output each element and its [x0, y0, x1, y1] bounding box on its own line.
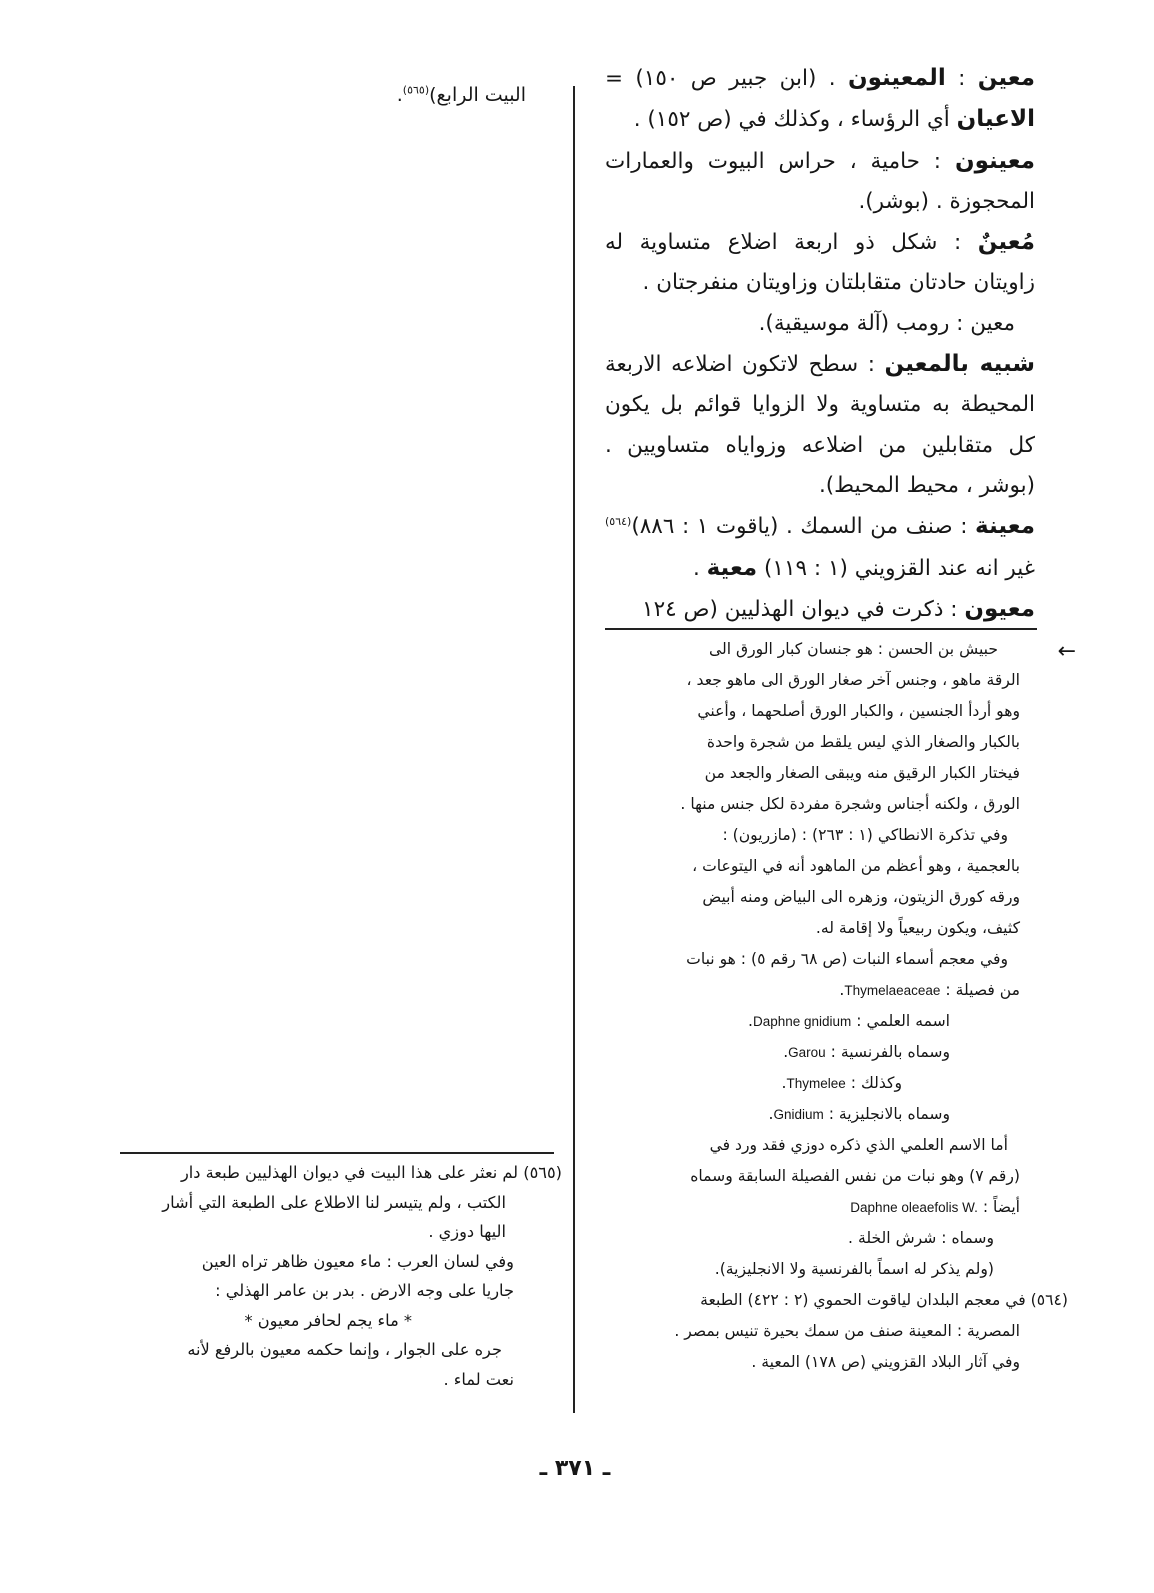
headword: معينة	[975, 513, 1035, 540]
left-column-heading: البيت الرابع)$^{(٥٦٥)}$.	[396, 83, 526, 106]
latin-term: Gnidium	[773, 1107, 824, 1122]
latin-term: Thymelee	[786, 1076, 846, 1091]
footnote-rule-right	[605, 628, 1037, 630]
entry-text: : صنف من السمك . (ياقوت ١ : ٨٨٦)	[631, 514, 976, 540]
footnotes-left	[118, 1158, 562, 1394]
commentary-line: جره على الجوار ، وإنما حكمه معيون بالرفع لأنه	[187, 1340, 502, 1359]
entry-text: . (ابن جبير ص ١٥٠) =	[605, 66, 848, 91]
footnote-rule-left	[120, 1152, 554, 1154]
page-number: ـ ٣٧١ ـ	[539, 1456, 611, 1481]
footnote-564-line: (٥٦٤) في معجم البلدان لياقوت الحموي (٢ : ٤٢٢) الطبعة	[700, 1291, 1068, 1309]
headword: شبيه بالمعين	[884, 351, 1036, 378]
footnote-565-line: اليها دوزي .	[428, 1222, 506, 1241]
entry-muayyana	[605, 506, 1035, 589]
latin-term: Garou	[788, 1045, 826, 1060]
footnote-line: وهو أردأ الجنسين ، والكبار الورق أصلحهما ، وأعني	[697, 702, 1020, 720]
column-divider	[573, 86, 575, 1413]
commentary-line: نعت لماء .	[443, 1369, 514, 1389]
entry-text: : ذكرت في ديوان الهذليين (ص ١٢٤	[642, 596, 965, 622]
headword: معينون	[954, 147, 1035, 174]
entry-muayyan	[605, 58, 1035, 141]
heading-text: البيت الرابع)	[429, 84, 526, 106]
footnote-text: اسمه العلمي :	[851, 1012, 950, 1030]
footnote-line: وفي معجم أسماء النبات (ص ٦٨ رقم ٥) : هو نبات	[686, 950, 1008, 968]
footnote-line	[612, 1192, 1020, 1223]
latin-term: Thymelaeaceae	[844, 983, 941, 998]
entry-rhombus	[605, 222, 1035, 304]
lisan-line: جاريا على وجه الارض . بدر بن عامر الهذلي :	[215, 1281, 514, 1300]
footnote-text: وسماه بالانجليزية :	[823, 1105, 950, 1123]
entry-text: :	[945, 66, 978, 91]
headword: معية	[706, 554, 758, 581]
footnote-line: وفي تذكرة الانطاكي (١ : ٢٦٣) : (مازريون) :	[722, 826, 1008, 844]
footnote-564-line: المصرية : المعينة صنف من سمك بحيرة تنيس بمصر .	[674, 1322, 1020, 1340]
continuation-arrow-icon: ←	[1057, 639, 1076, 664]
footnote-line: وكذلك : Thymelee.	[781, 1074, 902, 1092]
footnote-line: ورقه كورق الزيتون، وزهره الى البياض ومنه أبيض	[702, 888, 1020, 906]
hubaysh-quote	[612, 634, 1068, 1285]
footnote-line: وسماه بالانجليزية : Gnidium.	[768, 1105, 950, 1123]
footnote-text: وكذلك :	[845, 1074, 902, 1092]
footnote-text: وسماه بالفرنسية :	[825, 1043, 950, 1061]
footnote-line: من فصيلة : Thymelaeaceae.	[839, 981, 1020, 999]
entry-romb	[605, 304, 1035, 344]
entry-text: غير انه عند القزويني (١ : ١١٩)	[757, 555, 1035, 581]
footnote-text: من فصيلة :	[940, 981, 1020, 999]
footnote-text: أيضاً :	[977, 1198, 1020, 1216]
headword: مُعينٌ	[977, 229, 1035, 256]
footnote-ref: (٥٦٥)	[402, 83, 430, 97]
footnote-564-line: وفي آثار البلاد القزويني (ص ١٧٨) المعية .	[751, 1353, 1020, 1371]
footnote-line: حبيش بن الحسن : هو جنسان كبار الورق الى	[709, 640, 998, 658]
footnote-line: اسمه العلمي : Daphne gnidium.	[748, 1012, 950, 1030]
entry-text: : شكل ذو اربعة اضلاع متساوية له زاويتان حادتان متقابلتان وزاويتان منفرجتان .	[605, 230, 1035, 296]
footnote-line: الورق ، ولكنه أجناس وشجرة مفردة لكل جنس منها .	[680, 795, 1020, 813]
headword: المعينون	[847, 65, 946, 91]
entry-mayun	[605, 589, 1035, 630]
footnote-line: الرقة ماهو ، وجنس آخر صغار الورق الى ماهو جعد ،	[686, 671, 1020, 689]
headword: معيون	[964, 595, 1035, 622]
footnote-ref: (٥٦٤)	[605, 515, 632, 529]
entry-text: .	[692, 555, 707, 581]
footnote-line: وسماه : شرش الخلة .	[848, 1229, 994, 1247]
footnote-line: وسماه بالفرنسية : Garou.	[783, 1043, 950, 1061]
footnote-565-line: (٥٦٥) لم نعثر على هذا البيت في ديوان الهذليين طبعة دار	[180, 1163, 562, 1182]
entry-text: معين : رومب (آلة موسيقية).	[758, 310, 1015, 336]
entry-text: أي الرؤساء ، وكذلك في (ص ١٥٢) .	[633, 107, 957, 133]
latin-term: Daphne gnidium	[752, 1014, 852, 1029]
footnote-line: (ولم يذكر له اسماً بالفرنسية ولا الانجليزية).	[714, 1260, 994, 1278]
footnote-line: كثيف، ويكون ربيعياً ولا إقامة له.	[815, 919, 1020, 937]
entry-text: : حامية ، حراس البيوت والعمارات المحجوزة . (بوشر).	[605, 148, 1035, 214]
headword: معين	[977, 65, 1035, 91]
footnote-line: (رقم ٧) وهو نبات من نفس الفصيلة السابقة وسماه	[690, 1167, 1020, 1185]
footnote-line: فيختار الكبار الرقيق منه ويبقى الصغار والجعد من	[704, 764, 1020, 782]
footnote-line: بالكبار والصغار الذي ليس يلقط من شجرة واحدة	[706, 733, 1020, 751]
latin-term: Daphne oleaefolis W.	[850, 1200, 978, 1215]
entry-muaynun	[605, 141, 1035, 223]
lisan-line: وفي لسان العرب : ماء معيون ظاهر تراه العين	[201, 1251, 514, 1271]
footnote-565-line: الكتب ، ولم يتيسر لنا الاطلاع على الطبعة التي أشار	[162, 1192, 506, 1212]
verse-line: * ماء يجم لحافر معيون *	[244, 1310, 412, 1330]
entry-rhomboid	[605, 344, 1035, 506]
main-text-column	[605, 58, 1035, 630]
footnote-line: أما الاسم العلمي الذي ذكره دوزي فقد ورد في	[709, 1136, 1008, 1154]
headword: الاعيان	[956, 106, 1035, 133]
footnote-line: بالعجمية ، وهو أعظم من الماهود أنه في اليتوعات ،	[692, 857, 1020, 875]
footnotes-right	[612, 634, 1076, 1378]
entry-text: : سطح لاتكون اضلاعه الاربعة المحيطة به متساوية ولا الزوايا قوائم بل يكون كل متقابلين من اضلاعه وزواياه متساويين . (بوشر ، محيط المحيط).	[605, 352, 1035, 498]
